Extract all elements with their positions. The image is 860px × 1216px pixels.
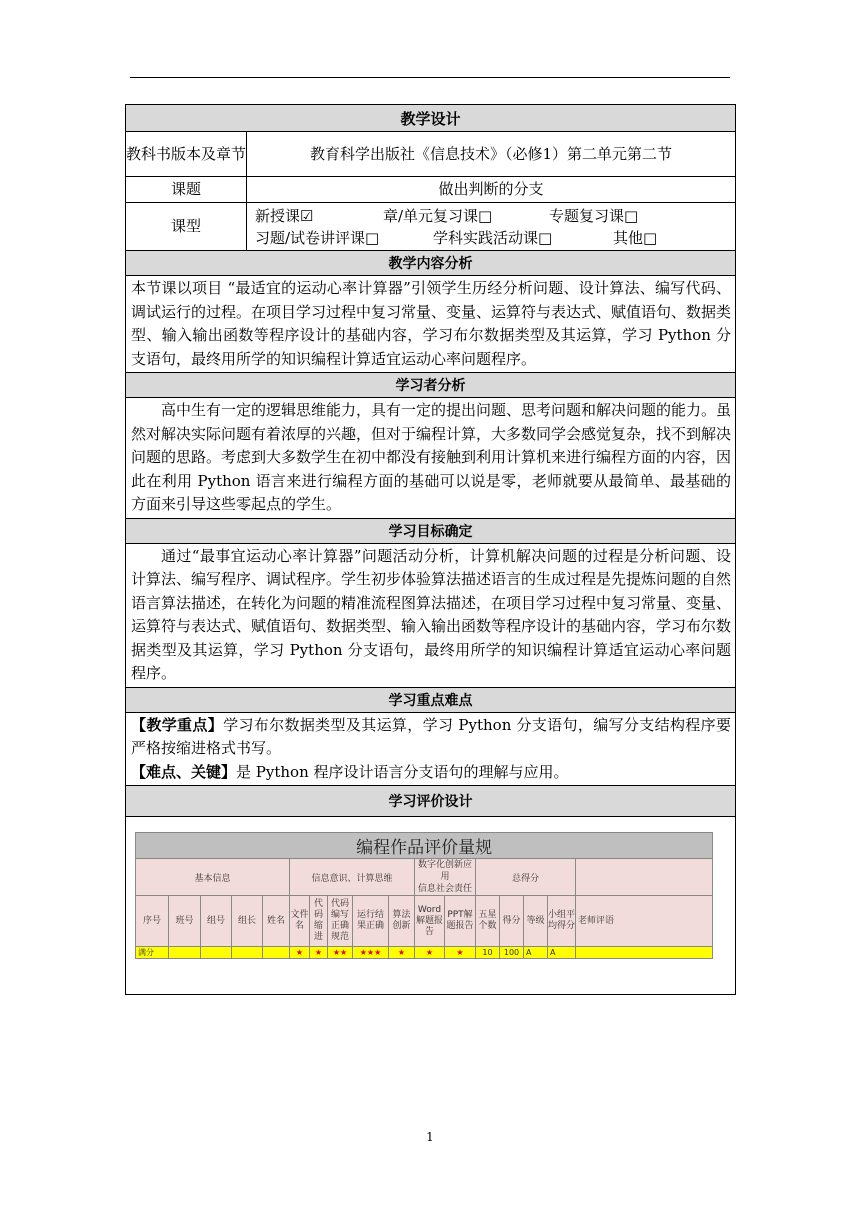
group-basic-info: 基本信息 <box>136 859 290 896</box>
textbook-label: 教科书版本及章节 <box>126 132 247 177</box>
header-rule <box>130 77 730 78</box>
textbook-value: 教育科学出版社《信息技术》（必修1）第二单元第二节 <box>247 132 736 177</box>
focus-label: 【教学重点】 <box>131 715 224 734</box>
rubric-col-header: Word解题报告 <box>415 896 445 947</box>
lesson-type-row-2 <box>247 227 735 249</box>
option-topic-review: 专题复习课□ <box>549 206 639 225</box>
rubric-full-score-cell: ★ <box>415 947 445 959</box>
difficulty-label: 【难点、关键】 <box>131 762 237 781</box>
group-empty <box>576 859 713 896</box>
lesson-type-row-1 <box>247 205 735 227</box>
focus-text: 学习布尔数据类型及其运算，学习 Python 分支语句，编写分支结构程序要严格按缩进格式书写。 <box>131 715 731 757</box>
objectives-text: 通过“最事宜运动心率计算器”问题活动分析，计算机解决问题的过程是分析问题、设计算法、编写程序、调试程序。学生初步体验算法描述语言的生成过程是先提炼问题的自然语言算法描述，在转化为问题的精准流程图算法描述，在项目学习过程中复习常量、变量、运算符与表达式、赋值语句、数据类型、输入输出函数等程序设计的基础内容，学习布尔数据类型及其运算，学习 Python 分支语句，最终用所学的知识编程计算适宜运动心率问题程序。 <box>126 543 736 687</box>
rubric-full-score-cell: ★ <box>310 947 328 959</box>
rubric-col-header: 组长 <box>232 896 263 947</box>
learner-analysis-text: 高中生有一定的逻辑思维能力，具有一定的提出问题、思考问题和解决问题的能力。虽然对解决实际问题有着浓厚的兴趣，但对于编程计算，大多数同学会感觉复杂，找不到解决问题的思路。考虑到大多数学生在初中都没有接触到利用计算机来进行编程方面的内容，因此在利用 Python 语言来进行编程方面的基础可以说是零，老师就要从最简单、最基础的方面来引导这些零起点的学生。 <box>126 398 736 519</box>
rubric-table <box>135 832 713 959</box>
rubric-full-score-cell <box>263 947 290 959</box>
topic-label: 课题 <box>126 177 247 203</box>
topic-value: 做出判断的分支 <box>247 177 736 203</box>
rubric-full-score-cell: A <box>524 947 548 959</box>
learner-analysis-header: 学习者分析 <box>126 373 736 398</box>
rubric-full-score-cell: 100 <box>500 947 524 959</box>
group-info-awareness: 信息意识、计算思维 <box>290 859 415 896</box>
rubric-col-header: 得分 <box>500 896 524 947</box>
rubric-full-score-cell: ★ <box>389 947 415 959</box>
option-other: 其他□ <box>613 228 658 247</box>
rubric-col-header: 老师评语 <box>576 896 713 947</box>
group-digital-innovation: 数字化创新应用 信息社会责任 <box>415 859 476 896</box>
option-exercise-review: 习题/试卷讲评课□ <box>255 228 380 247</box>
table-title: 教学设计 <box>126 105 736 132</box>
rubric-full-score-cell <box>232 947 263 959</box>
rubric-full-score-cell: ★ <box>445 947 476 959</box>
rubric-col-header: 运行结果正确 <box>353 896 389 947</box>
rubric-full-score-cell <box>201 947 232 959</box>
content-analysis-header: 教学内容分析 <box>126 251 736 276</box>
key-points-header: 学习重点难点 <box>126 687 736 712</box>
lesson-type-options <box>247 203 736 251</box>
option-practice-activity: 学科实践活动课□ <box>433 228 553 247</box>
lesson-design-table <box>125 104 736 995</box>
rubric-title: 编程作品评价量规 <box>136 833 713 859</box>
rubric-col-header: 五星个数 <box>476 896 500 947</box>
rubric-full-score-cell <box>576 947 713 959</box>
key-points-text <box>126 712 736 786</box>
content-analysis-text: 本节课以项目 “最适宜的运动心率计算器”引领学生历经分析问题、设计算法、编写代码、调试运行的过程。在项目学习过程中复习常量、变量、运算符与表达式、赋值语句、数据类型、输入输出函数等程序设计的基础内容，学习布尔数据类型及其运算，学习 Python 分支语句，最终用所学的知识编程计算适宜运动心率问题程序。 <box>126 276 736 373</box>
rubric-col-header: 文件名 <box>290 896 310 947</box>
lesson-type-label: 课型 <box>126 203 247 251</box>
rubric-full-score-cell: ★★ <box>328 947 353 959</box>
rubric-full-score-cell <box>169 947 201 959</box>
rubric-col-header: 姓名 <box>263 896 290 947</box>
rubric-full-score-cell: ★ <box>290 947 310 959</box>
option-new-lesson: 新授课☑ <box>255 206 314 225</box>
rubric-col-header: 代码缩进 <box>310 896 328 947</box>
rubric-full-score-cell: 10 <box>476 947 500 959</box>
rubric-col-header: 等级 <box>524 896 548 947</box>
rubric-col-header: 序号 <box>136 896 169 947</box>
rubric-col-header: 算法创新 <box>389 896 415 947</box>
rubric-full-score-cell: A <box>548 947 576 959</box>
rubric-col-header: 小组平均得分 <box>548 896 576 947</box>
page-number: 1 <box>426 1130 434 1144</box>
group-total-score: 总得分 <box>476 859 576 896</box>
rubric-full-score-cell: ★★★ <box>353 947 389 959</box>
rubric-col-header: 代码编写正确规范 <box>328 896 353 947</box>
rubric-col-header: 组号 <box>201 896 232 947</box>
difficulty-text: 是 Python 程序设计语言分支语句的理解与应用。 <box>236 762 569 781</box>
rubric-container <box>126 817 736 995</box>
option-unit-review: 章/单元复习课□ <box>383 206 493 225</box>
rubric-col-header: PPT解题报告 <box>445 896 476 947</box>
evaluation-header: 学习评价设计 <box>126 786 736 817</box>
rubric-col-header: 班号 <box>169 896 201 947</box>
rubric-full-score-cell: 满分 <box>136 947 169 959</box>
objectives-header: 学习目标确定 <box>126 518 736 543</box>
